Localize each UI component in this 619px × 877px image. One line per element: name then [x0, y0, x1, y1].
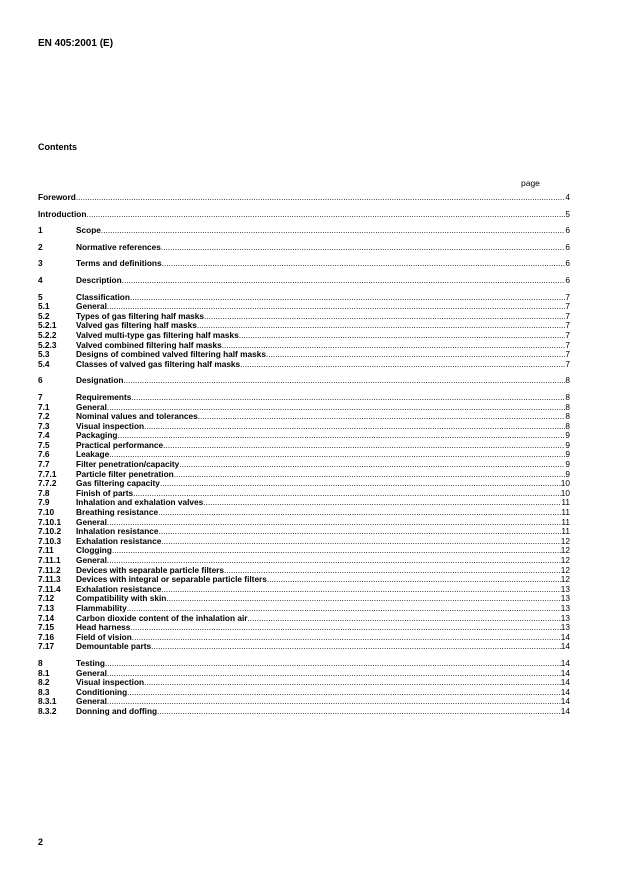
- toc-leader-dots: [224, 566, 561, 576]
- toc-leader-dots: [107, 669, 561, 679]
- toc-leader-dots: [127, 688, 561, 698]
- toc-entry-title: Field of vision: [76, 632, 132, 642]
- toc-entry-number: 5.3: [38, 349, 50, 360]
- page-number: 2: [38, 837, 44, 847]
- toc-entry[interactable]: [38, 518, 570, 528]
- toc-entry[interactable]: [38, 633, 570, 643]
- toc-entry-page: 8: [565, 376, 570, 386]
- toc-entry-title: Designation: [76, 376, 124, 386]
- toc-entry-title: Inhalation resistance: [76, 527, 159, 537]
- toc-leader-dots: [240, 360, 565, 370]
- toc-leader-dots: [198, 412, 566, 422]
- toc-entry-body: [76, 585, 570, 595]
- toc-entry-number: 7.3: [38, 420, 50, 431]
- toc-entry[interactable]: [38, 293, 570, 303]
- toc-leader-dots: [174, 470, 566, 480]
- toc-entry[interactable]: [38, 594, 570, 604]
- toc-entry-number: 6: [38, 375, 43, 386]
- toc-entry-title: Donning and doffing: [76, 706, 158, 716]
- toc-entry-body: [76, 412, 570, 422]
- toc-entry-number: 7.10.2: [38, 526, 62, 537]
- toc-entry-page: 6: [565, 226, 570, 236]
- toc-entry-page: 9: [565, 469, 570, 479]
- toc-entry-title: Filter penetration/capacity: [76, 460, 180, 470]
- toc-entry-number: 7.15: [38, 622, 55, 633]
- toc-entry-body: [76, 276, 570, 286]
- toc-entry-body: [76, 321, 570, 331]
- toc-entry-title: General: [76, 517, 107, 527]
- toc-entry[interactable]: [38, 259, 570, 269]
- toc-entry-body: [76, 575, 570, 585]
- toc-entry-body: [76, 669, 570, 679]
- toc-entry-body: [76, 331, 570, 341]
- toc-leader-dots: [107, 403, 565, 413]
- toc-entry-number: 7: [38, 391, 43, 402]
- toc-entry[interactable]: [38, 527, 570, 537]
- toc-entry-body: [76, 422, 570, 432]
- toc-entry[interactable]: [38, 321, 570, 331]
- toc-entry[interactable]: [38, 659, 570, 669]
- contents-heading: Contents: [38, 142, 77, 152]
- toc-entry[interactable]: [38, 441, 570, 451]
- toc-entry-number: 7.12: [38, 593, 55, 604]
- toc-entry-page: 6: [565, 259, 570, 269]
- toc-entry[interactable]: [38, 341, 570, 351]
- toc-entry-title: Conditioning: [76, 687, 128, 697]
- toc-entry-number: 7.9: [38, 497, 50, 508]
- toc-entry-title: Leakage: [76, 450, 110, 460]
- toc-entry-page: 13: [560, 603, 570, 613]
- toc-entry-number: 5: [38, 291, 43, 302]
- toc-entry-body: [76, 642, 570, 652]
- toc-entry-body: [76, 341, 570, 351]
- toc-entry[interactable]: [38, 243, 570, 253]
- toc-entry-body: [76, 350, 570, 360]
- toc-entry-body: [76, 450, 570, 460]
- toc-entry-page: 10: [560, 488, 570, 498]
- toc-leader-dots: [109, 450, 565, 460]
- toc-leader-dots: [118, 431, 566, 441]
- toc-entry[interactable]: [38, 697, 570, 707]
- toc-entry-number: 7.2: [38, 411, 50, 422]
- toc-entry-page: 14: [560, 678, 570, 688]
- toc-entry-body: [76, 508, 570, 518]
- toc-entry-title: General: [76, 697, 107, 707]
- toc-entry-title: Designs of combined valved filtering half masks: [76, 350, 266, 360]
- toc-entry-number: 5.2: [38, 310, 50, 321]
- toc-entry-body: [76, 226, 570, 236]
- toc-entry-number: 7.17: [38, 641, 55, 652]
- toc-entry-title: Devices with separable particle filters: [76, 565, 225, 575]
- toc-entry-page: 4: [565, 193, 570, 202]
- toc-entry-title: Particle filter penetration: [76, 469, 174, 479]
- toc-entry-body: [76, 479, 570, 489]
- toc-entry-number: 7.7.1: [38, 468, 57, 479]
- toc-entry-title: Valved combined filtering half masks: [76, 340, 222, 350]
- toc-entry[interactable]: [38, 210, 570, 220]
- toc-entry[interactable]: [38, 614, 570, 624]
- toc-leader-dots: [162, 259, 566, 269]
- toc-entry-page: 13: [560, 594, 570, 604]
- toc-leader-dots: [151, 642, 561, 652]
- toc-leader-dots: [267, 575, 561, 585]
- toc-entry-title: Types of gas filtering half masks: [76, 311, 205, 321]
- toc-leader-dots: [157, 707, 561, 717]
- toc-entry-page: 7: [565, 292, 570, 302]
- toc-leader-dots: [163, 441, 565, 451]
- toc-leader-dots: [127, 604, 561, 614]
- toc-leader-dots: [130, 293, 565, 303]
- toc-entry-number: 7.1: [38, 401, 50, 412]
- toc-entry-body: [76, 688, 570, 698]
- toc-entry-title: Exhalation resistance: [76, 536, 162, 546]
- toc-entry-title: Carbon dioxide content of the inhalation air: [76, 613, 248, 623]
- toc-entry-body: [76, 312, 570, 322]
- toc-entry-title: Description: [76, 275, 122, 285]
- toc-entry-page: 8: [565, 412, 570, 422]
- toc-entry-title: Foreword: [38, 193, 76, 202]
- toc-leader-dots: [239, 331, 566, 341]
- toc-entry-body: [76, 614, 570, 624]
- toc-entry[interactable]: [38, 450, 570, 460]
- toc-entry-number: 7.16: [38, 631, 55, 642]
- toc-entry-page: 12: [560, 536, 570, 546]
- toc-entry-title: General: [76, 302, 107, 312]
- toc-leader-dots: [166, 594, 560, 604]
- toc-entry-title: Classes of valved gas filtering half masks: [76, 359, 241, 369]
- toc-entry-number: 7.11: [38, 545, 54, 556]
- toc-entry-body: [76, 518, 570, 528]
- toc-entry-body: [76, 393, 570, 403]
- toc-entry-number: 4: [38, 274, 43, 285]
- toc-entry-title: Nominal values and tolerances: [76, 412, 198, 422]
- toc-leader-dots: [179, 460, 565, 470]
- toc-entry-page: 7: [565, 359, 570, 369]
- toc-leader-dots: [131, 393, 565, 403]
- toc-entry-body: [76, 566, 570, 576]
- toc-entry-page: 12: [560, 575, 570, 585]
- toc-entry[interactable]: [38, 350, 570, 360]
- toc-entry-title: Normative references: [76, 242, 161, 252]
- toc-leader-dots: [161, 585, 560, 595]
- toc-entry[interactable]: [38, 226, 570, 236]
- page-column-label: page: [521, 178, 540, 188]
- toc-entry-body: [76, 623, 570, 633]
- toc-entry-number: 7.6: [38, 449, 50, 460]
- toc-entry-number: 3: [38, 258, 43, 269]
- toc-entry-number: 7.14: [38, 612, 55, 623]
- toc-entry-page: 14: [560, 632, 570, 642]
- toc-entry-number: 7.11.2: [38, 564, 61, 575]
- toc-leader-dots: [107, 697, 561, 707]
- toc-leader-dots: [105, 659, 561, 669]
- toc-entry-number: 5.2.2: [38, 329, 57, 340]
- toc-entry[interactable]: [38, 498, 570, 508]
- toc-leader-dots: [222, 341, 566, 351]
- toc-entry-page: 9: [565, 440, 570, 450]
- toc-entry-title: Requirements: [76, 392, 132, 402]
- document-id-header: EN 405:2001 (E): [38, 38, 114, 49]
- toc-entry-page: 8: [565, 392, 570, 402]
- toc-entry[interactable]: [38, 707, 570, 717]
- toc-entry[interactable]: [38, 623, 570, 633]
- toc-entry[interactable]: [38, 331, 570, 341]
- toc-leader-dots: [203, 498, 561, 508]
- table-of-contents: [38, 193, 570, 717]
- toc-entry-body: [76, 460, 570, 470]
- toc-entry-page: 13: [560, 584, 570, 594]
- toc-entry-title: Gas filtering capacity: [76, 479, 160, 489]
- toc-entry-body: [76, 707, 570, 717]
- toc-entry-title: General: [76, 556, 107, 565]
- toc-entry-body: [76, 470, 570, 480]
- toc-entry-title: Visual inspection: [76, 678, 145, 688]
- toc-entry-title: Finish of parts: [76, 488, 134, 498]
- toc-leader-dots: [123, 376, 565, 386]
- toc-entry-title: Breathing resistance: [76, 508, 159, 518]
- toc-entry[interactable]: [38, 566, 570, 576]
- toc-entry-page: 7: [565, 302, 570, 312]
- toc-entry-page: 13: [560, 613, 570, 623]
- toc-entry-title: Introduction: [38, 209, 87, 219]
- toc-entry-number: 8.3.1: [38, 696, 57, 707]
- toc-entry-body: [76, 360, 570, 370]
- toc-entry-page: 14: [560, 642, 570, 652]
- toc-entry-number: 7.8: [38, 487, 50, 498]
- toc-leader-dots: [161, 243, 566, 253]
- toc-entry[interactable]: [38, 604, 570, 614]
- toc-entry-body: [76, 489, 570, 499]
- toc-leader-dots: [107, 518, 561, 528]
- toc-leader-dots: [144, 678, 561, 688]
- toc-leader-dots: [132, 633, 561, 643]
- toc-entry-number: 7.10.1: [38, 516, 62, 527]
- toc-leader-dots: [197, 321, 566, 331]
- toc-entry-body: [38, 210, 570, 220]
- toc-leader-dots: [161, 537, 560, 547]
- toc-entry[interactable]: [38, 688, 570, 698]
- toc-leader-dots: [112, 546, 561, 556]
- toc-entry-title: Devices with integral or separable particle filters: [76, 575, 267, 585]
- toc-entry-body: [76, 441, 570, 451]
- toc-entry-number: 1: [38, 225, 43, 236]
- toc-entry-title: Demountable parts: [76, 642, 152, 652]
- toc-entry-body: [76, 556, 570, 566]
- toc-entry[interactable]: [38, 376, 570, 386]
- toc-entry[interactable]: [38, 556, 570, 566]
- toc-leader-dots: [247, 614, 560, 624]
- toc-leader-dots: [158, 508, 561, 518]
- toc-leader-dots: [266, 350, 565, 360]
- toc-leader-dots: [86, 210, 565, 220]
- toc-entry-body: [76, 243, 570, 253]
- toc-leader-dots: [204, 312, 565, 322]
- toc-leader-dots: [107, 556, 561, 566]
- toc-entry-page: 9: [565, 450, 570, 460]
- toc-leader-dots: [160, 479, 561, 489]
- toc-entry-page: 13: [560, 623, 570, 633]
- toc-entry-number: 7.10: [38, 507, 55, 518]
- toc-entry[interactable]: [38, 642, 570, 652]
- toc-entry-body: [76, 697, 570, 707]
- toc-entry-page: 14: [560, 706, 570, 716]
- toc-entry-page: 10: [560, 479, 570, 489]
- toc-entry[interactable]: [38, 460, 570, 470]
- toc-entry-number: 8.1: [38, 667, 50, 678]
- toc-entry-body: [38, 193, 570, 203]
- toc-entry-title: Exhalation resistance: [76, 584, 162, 594]
- toc-leader-dots: [122, 276, 566, 286]
- toc-entry-page: 6: [565, 242, 570, 252]
- toc-entry-body: [76, 546, 570, 556]
- toc-entry[interactable]: [38, 302, 570, 312]
- toc-entry-body: [76, 376, 570, 386]
- toc-entry[interactable]: [38, 508, 570, 518]
- toc-entry-page: 14: [560, 668, 570, 678]
- toc-entry-title: Compatibility with skin: [76, 594, 167, 604]
- toc-entry-page: 7: [565, 321, 570, 331]
- toc-entry[interactable]: [38, 585, 570, 595]
- toc-entry-page: 14: [560, 687, 570, 697]
- toc-entry-page: 11: [561, 527, 570, 537]
- toc-entry-number: 5.2.3: [38, 339, 57, 350]
- toc-entry[interactable]: [38, 489, 570, 499]
- toc-entry-page: 11: [561, 508, 570, 518]
- toc-entry-number: 7.11.1: [38, 555, 61, 565]
- toc-entry-title: Inhalation and exhalation valves: [76, 498, 204, 508]
- toc-entry[interactable]: [38, 276, 570, 286]
- toc-entry-page: 7: [565, 340, 570, 350]
- toc-entry-title: General: [76, 668, 107, 678]
- toc-entry-number: 8.3: [38, 686, 50, 697]
- toc-entry[interactable]: [38, 546, 570, 556]
- toc-entry-page: 8: [565, 402, 570, 412]
- toc-entry[interactable]: [38, 422, 570, 432]
- toc-entry-number: 7.7: [38, 459, 50, 470]
- toc-entry[interactable]: [38, 403, 570, 413]
- toc-leader-dots: [159, 527, 562, 537]
- toc-entry-number: 8: [38, 657, 43, 668]
- toc-leader-dots: [107, 302, 565, 312]
- toc-entry-number: 7.11.3: [38, 574, 61, 585]
- toc-entry-number: 7.13: [38, 602, 55, 613]
- toc-entry-title: Clogging: [76, 546, 112, 556]
- toc-entry-body: [76, 678, 570, 688]
- toc-entry[interactable]: [38, 412, 570, 422]
- toc-entry-page: 5: [565, 209, 570, 219]
- toc-entry-title: Scope: [76, 226, 101, 236]
- toc-entry-page: 12: [560, 556, 570, 565]
- toc-entry-body: [76, 659, 570, 669]
- toc-entry-title: Terms and definitions: [76, 259, 162, 269]
- toc-entry-body: [76, 293, 570, 303]
- toc-entry-number: 5.2.1: [38, 320, 57, 331]
- toc-leader-dots: [144, 422, 565, 432]
- toc-leader-dots: [130, 623, 560, 633]
- toc-entry-page: 6: [565, 275, 570, 285]
- toc-entry-page: 9: [565, 460, 570, 470]
- toc-entry-body: [76, 537, 570, 547]
- toc-entry-body: [76, 498, 570, 508]
- toc-entry-page: 14: [560, 658, 570, 668]
- toc-entry-body: [76, 604, 570, 614]
- toc-entry-title: Head harness: [76, 623, 131, 633]
- toc-entry[interactable]: [38, 431, 570, 441]
- toc-entry-title: Packaging: [76, 431, 118, 441]
- toc-entry-page: 7: [565, 350, 570, 360]
- toc-entry-number: 5.1: [38, 301, 50, 312]
- toc-entry[interactable]: [38, 470, 570, 480]
- toc-entry[interactable]: [38, 669, 570, 679]
- toc-entry-number: 7.11.4: [38, 583, 61, 594]
- toc-entry[interactable]: [38, 193, 570, 203]
- toc-entry-title: Visual inspection: [76, 421, 145, 431]
- toc-entry-page: 14: [560, 697, 570, 707]
- toc-entry-number: 2: [38, 241, 43, 252]
- toc-leader-dots: [101, 226, 565, 236]
- toc-entry-title: Flammability: [76, 603, 127, 613]
- toc-entry-page: 11: [561, 498, 570, 508]
- toc-entry-page: 9: [565, 431, 570, 441]
- toc-entry-page: 11: [561, 517, 570, 527]
- toc-entry-number: 8.3.2: [38, 705, 57, 716]
- toc-entry-body: [76, 594, 570, 604]
- toc-entry[interactable]: [38, 360, 570, 370]
- toc-entry-title: Classification: [76, 292, 130, 302]
- toc-leader-dots: [133, 489, 561, 499]
- toc-entry[interactable]: [38, 575, 570, 585]
- toc-leader-dots: [76, 193, 566, 203]
- toc-entry-body: [76, 403, 570, 413]
- toc-entry-body: [76, 431, 570, 441]
- toc-entry[interactable]: [38, 479, 570, 489]
- toc-entry-body: [76, 633, 570, 643]
- toc-entry-title: Valved gas filtering half masks: [76, 321, 197, 331]
- toc-entry[interactable]: [38, 393, 570, 403]
- toc-entry-number: 5.4: [38, 358, 50, 369]
- toc-entry-page: 8: [565, 421, 570, 431]
- toc-entry-page: 12: [560, 546, 570, 556]
- toc-entry-body: [76, 527, 570, 537]
- toc-entry-page: 12: [560, 565, 570, 575]
- toc-entry[interactable]: [38, 312, 570, 322]
- toc-entry-page: 7: [565, 330, 570, 340]
- toc-entry-title: General: [76, 402, 107, 412]
- toc-entry[interactable]: [38, 537, 570, 547]
- toc-entry-number: 7.5: [38, 439, 50, 450]
- toc-entry[interactable]: [38, 678, 570, 688]
- toc-entry-title: Valved multi-type gas filtering half masks: [76, 330, 239, 340]
- toc-entry-number: 7.7.2: [38, 478, 57, 489]
- toc-entry-number: 8.2: [38, 677, 50, 688]
- toc-entry-number: 7.4: [38, 430, 50, 441]
- toc-entry-body: [76, 259, 570, 269]
- toc-entry-number: 7.10.3: [38, 535, 62, 546]
- toc-entry-page: 7: [565, 311, 570, 321]
- toc-entry-title: Testing: [76, 658, 105, 668]
- toc-entry-title: Practical performance: [76, 440, 164, 450]
- toc-entry-body: [76, 302, 570, 312]
